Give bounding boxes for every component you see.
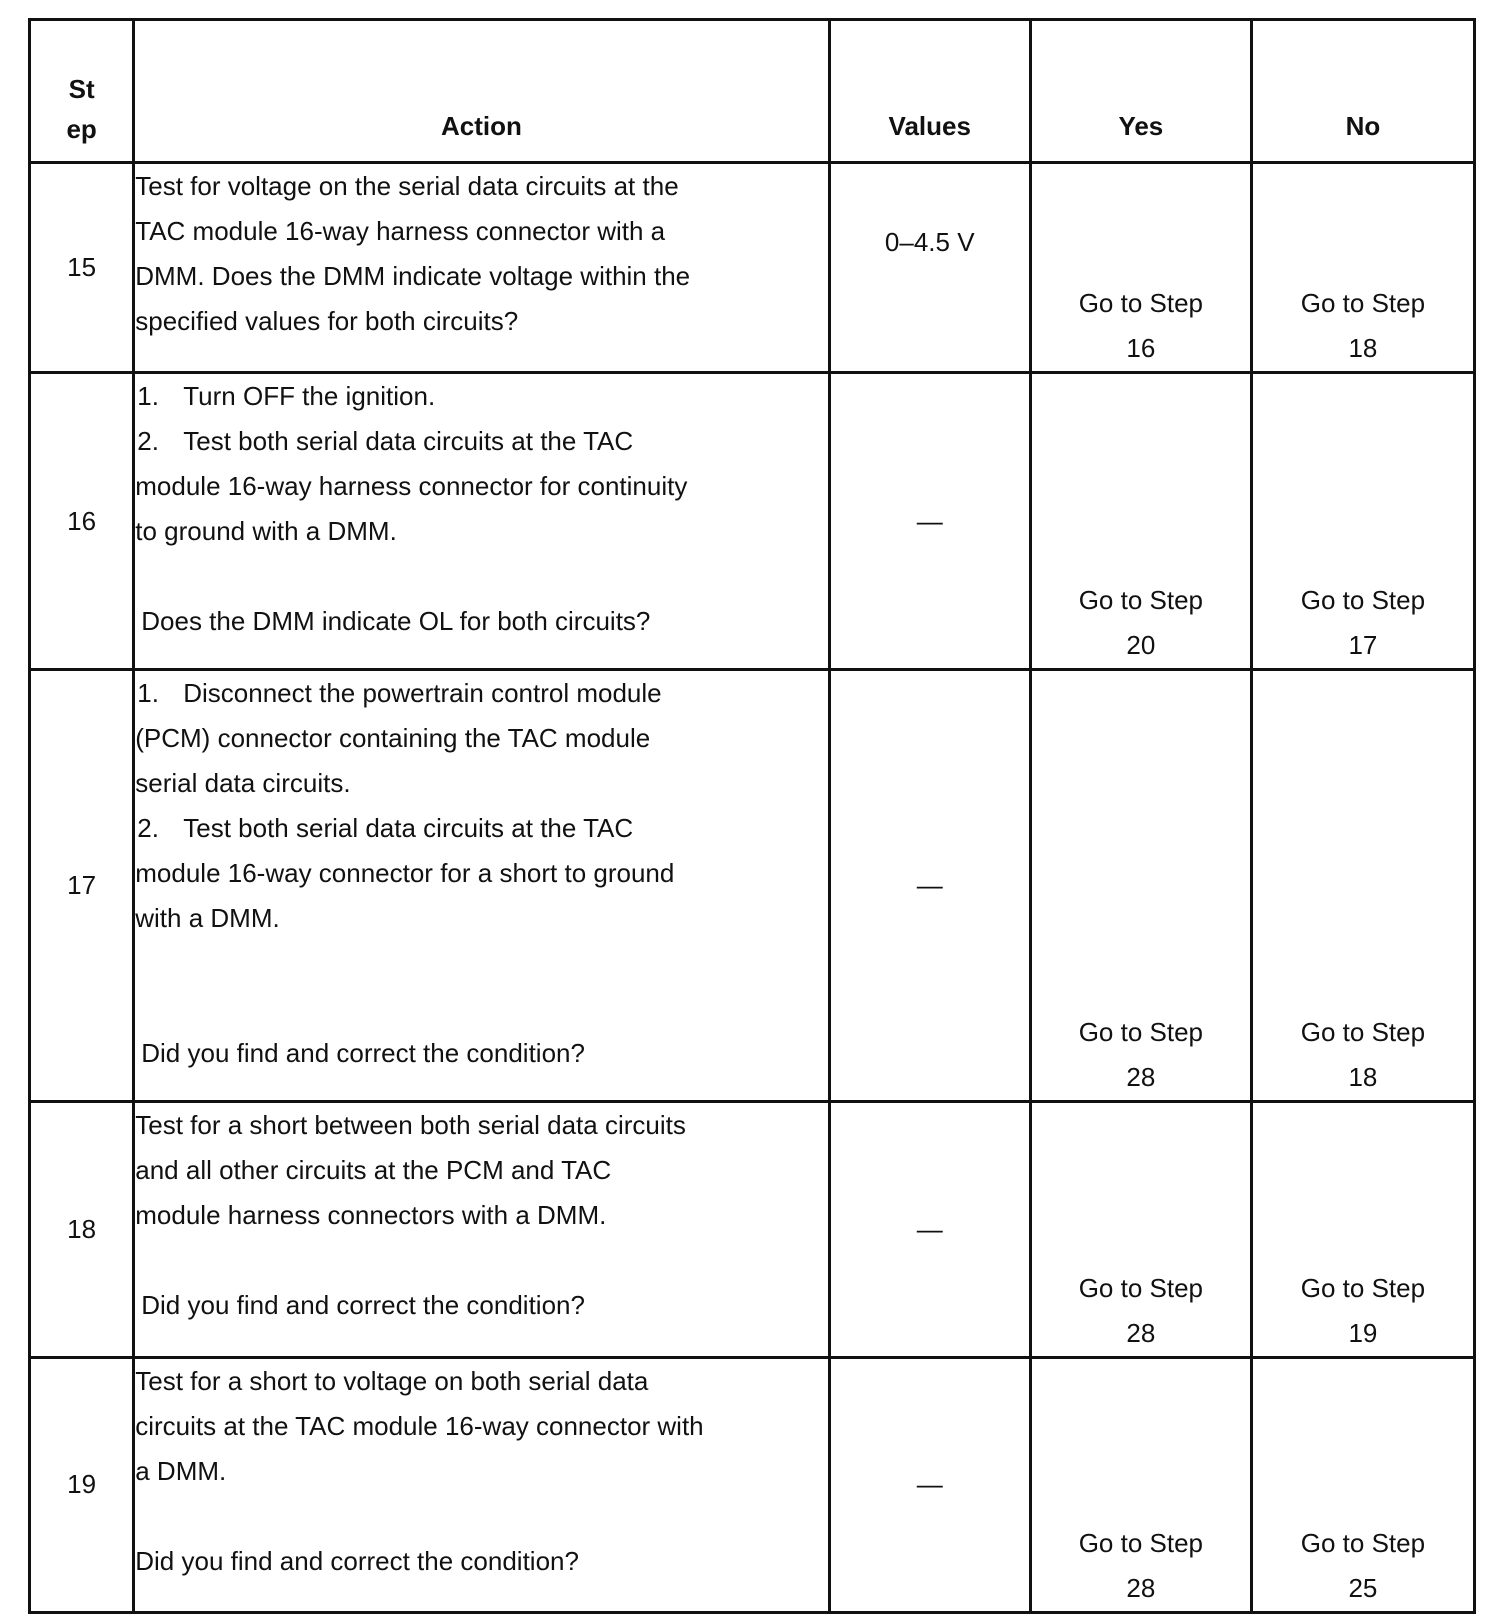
yes-step: 28 [1126,1062,1156,1093]
no-step: 18 [1348,333,1378,364]
value-cell [829,373,1030,670]
table-row [30,1102,1475,1357]
yes-step: 20 [1126,630,1156,661]
header-step [30,20,134,163]
yes-step: 28 [1126,1573,1156,1603]
step-number: 15 [30,163,134,373]
action-line: to ground with a DMM. [135,516,397,547]
action-item [135,419,827,464]
table-row [30,163,1475,373]
action-line: Test for voltage on the serial data circuits at the [135,171,679,201]
no-cell [1251,1357,1474,1612]
item-text: Test both serial data circuits at the TAC [183,813,634,844]
yes-label: Go to Step [1078,288,1203,319]
yes-label: Go to Step [1078,1272,1203,1303]
action-line: module 16-way harness connector for continuity [135,471,688,502]
header-step-line2: ep [66,114,97,144]
step-number: 18 [30,1102,134,1357]
value-cell [829,163,1030,373]
action-line: (PCM) connector containing the TAC module [135,723,651,754]
header-no: No [1251,20,1474,163]
yes-cell [1030,163,1251,373]
value-text: — [916,1214,943,1245]
yes-label: Go to Step [1078,1017,1203,1048]
no-cell [1251,670,1474,1102]
action-question: Does the DMM indicate OL for both circuits? [141,606,651,637]
header-step-line1: St [68,74,95,104]
action-cell [134,1357,829,1612]
action-line: serial data circuits. [135,768,351,799]
action-line: Test for a short between both serial data circuits [135,1110,686,1141]
action-item [135,374,827,419]
header-row [30,20,1475,163]
value-text: 0–4.5 V [884,227,975,257]
step-number: 16 [30,373,134,670]
header-values: Values [829,20,1030,163]
no-label: Go to Step [1300,585,1426,616]
action-line: a DMM. [135,1455,227,1486]
item-text: Disconnect the powertrain control module [183,678,662,709]
item-number: 1. [137,678,159,709]
no-label: Go to Step [1300,288,1426,319]
no-step: 17 [1348,630,1378,661]
action-cell [134,1102,829,1357]
value-text: — [916,1469,943,1500]
action-item [135,671,827,716]
yes-cell [1030,1102,1251,1357]
step-number: 17 [30,670,134,1102]
action-question: Did you find and correct the condition? [141,1290,585,1321]
no-cell [1251,163,1474,373]
no-label: Go to Step [1300,1528,1426,1558]
action-line: with a DMM. [135,903,280,934]
table-row [30,373,1475,670]
action-line: and all other circuits at the PCM and TAC [135,1155,612,1186]
action-line: Test for a short to voltage on both serial data [135,1365,649,1396]
yes-cell [1030,1357,1251,1612]
header-action: Action [134,20,829,163]
value-cell [829,1357,1030,1612]
item-number: 2. [137,426,159,457]
yes-step: 16 [1126,333,1156,364]
no-label: Go to Step [1300,1272,1426,1303]
action-line: DMM. Does the DMM indicate voltage within the [135,261,691,291]
item-number: 2. [137,813,159,844]
yes-cell [1030,373,1251,670]
value-text: — [916,870,943,901]
no-cell [1251,373,1474,670]
no-cell [1251,1102,1474,1357]
item-number: 1. [137,381,159,412]
action-line: module harness connectors with a DMM. [135,1200,607,1231]
action-cell [134,670,829,1102]
yes-label: Go to Step [1078,585,1203,616]
value-cell [829,670,1030,1102]
yes-step: 28 [1126,1317,1156,1348]
action-line: specified values for both circuits? [135,306,519,336]
table-row [30,1357,1475,1612]
action-item [135,806,827,851]
action-question: Did you find and correct the condition? [141,1038,585,1069]
yes-cell [1030,670,1251,1102]
item-text: Turn OFF the ignition. [183,381,436,412]
yes-label: Go to Step [1078,1528,1203,1558]
step-number: 19 [30,1357,134,1612]
value-cell [829,1102,1030,1357]
no-step: 19 [1348,1317,1378,1348]
action-line: circuits at the TAC module 16-way connector with [135,1410,704,1441]
item-text: Test both serial data circuits at the TAC [183,426,634,457]
no-step: 25 [1348,1573,1378,1603]
action-line: module 16-way connector for a short to ground [135,858,675,889]
action-line: TAC module 16-way harness connector with a [135,216,666,246]
action-cell [134,163,829,373]
action-cell [134,373,829,670]
no-step: 18 [1348,1062,1378,1093]
value-text: — [916,505,943,536]
table-row [30,670,1475,1102]
diagnostic-steps-table [28,18,1476,1614]
header-yes: Yes [1030,20,1251,163]
no-label: Go to Step [1300,1017,1426,1048]
action-question: Did you find and correct the condition? [135,1545,579,1576]
